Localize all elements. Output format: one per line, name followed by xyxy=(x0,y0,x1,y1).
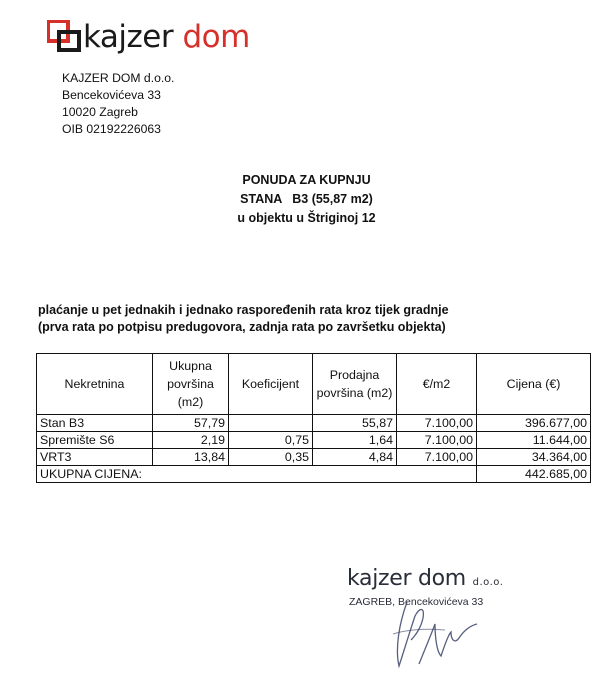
table-row xyxy=(37,449,591,466)
cell: 1,64 xyxy=(313,432,397,449)
cell: 11.644,00 xyxy=(477,432,591,449)
logo-part-dom: dom xyxy=(182,19,250,55)
logo-part-kajzer: kajzer xyxy=(83,19,174,55)
col-header: Cijena (€) xyxy=(477,354,591,415)
cell: 34.364,00 xyxy=(477,449,591,466)
table-header-row xyxy=(37,354,591,415)
offer-title-line3: u objektu u Štriginoj 12 xyxy=(237,211,376,225)
cell: 396.677,00 xyxy=(477,415,591,432)
signature-icon xyxy=(385,594,495,674)
cell: 57,79 xyxy=(153,415,229,432)
cell: 0,35 xyxy=(229,449,313,466)
table-row xyxy=(37,432,591,449)
cell: 7.100,00 xyxy=(397,449,477,466)
cell: 55,87 xyxy=(313,415,397,432)
company-oib: OIB 02192226063 xyxy=(62,122,161,136)
total-value: 442.685,00 xyxy=(477,466,591,483)
col-header: Ukupna površina (m2) xyxy=(153,354,229,415)
cell: 7.100,00 xyxy=(397,415,477,432)
logo-wordmark xyxy=(83,18,250,56)
cell xyxy=(229,415,313,432)
col-header: €/m2 xyxy=(397,354,477,415)
table-row xyxy=(37,415,591,432)
company-address xyxy=(62,70,174,138)
stamp-name xyxy=(347,566,503,591)
payment-line2: (prva rata po potpisu predugovora, zadnja rata po završetku objekta) xyxy=(38,320,446,334)
stamp-suffix: d.o.o. xyxy=(472,577,504,588)
logo-mark-icon xyxy=(47,20,83,54)
cell: 4,84 xyxy=(313,449,397,466)
total-label: UKUPNA CIJENA: xyxy=(37,466,477,483)
payment-terms xyxy=(38,302,449,336)
cell: Spremište S6 xyxy=(37,432,153,449)
total-row xyxy=(37,466,591,483)
price-table xyxy=(36,353,591,483)
cell: 13,84 xyxy=(153,449,229,466)
cell: VRT3 xyxy=(37,449,153,466)
stamp-name-text: kajzer dom xyxy=(347,566,466,591)
company-name: KAJZER DOM d.o.o. xyxy=(62,71,175,85)
cell: Stan B3 xyxy=(37,415,153,432)
col-header: Nekretnina xyxy=(37,354,153,415)
payment-line1: plaćanje u pet jednakih i jednako raspoređenih rata kroz tijek gradnje xyxy=(38,303,449,317)
cell: 2,19 xyxy=(153,432,229,449)
company-logo xyxy=(47,14,277,62)
company-city: 10020 Zagreb xyxy=(62,105,138,119)
company-street: Bencekovićeva 33 xyxy=(62,88,161,102)
col-header: Koeficijent xyxy=(229,354,313,415)
offer-title-line1: PONUDA ZA KUPNJU xyxy=(242,173,371,187)
col-header: Prodajna površina (m2) xyxy=(313,354,397,415)
offer-title-line2: STANA B3 (55,87 m2) xyxy=(240,192,373,206)
offer-title xyxy=(0,171,613,228)
cell: 0,75 xyxy=(229,432,313,449)
stamp-address: ZAGREB, Bencekovićeva 33 xyxy=(349,596,484,608)
cell: 7.100,00 xyxy=(397,432,477,449)
